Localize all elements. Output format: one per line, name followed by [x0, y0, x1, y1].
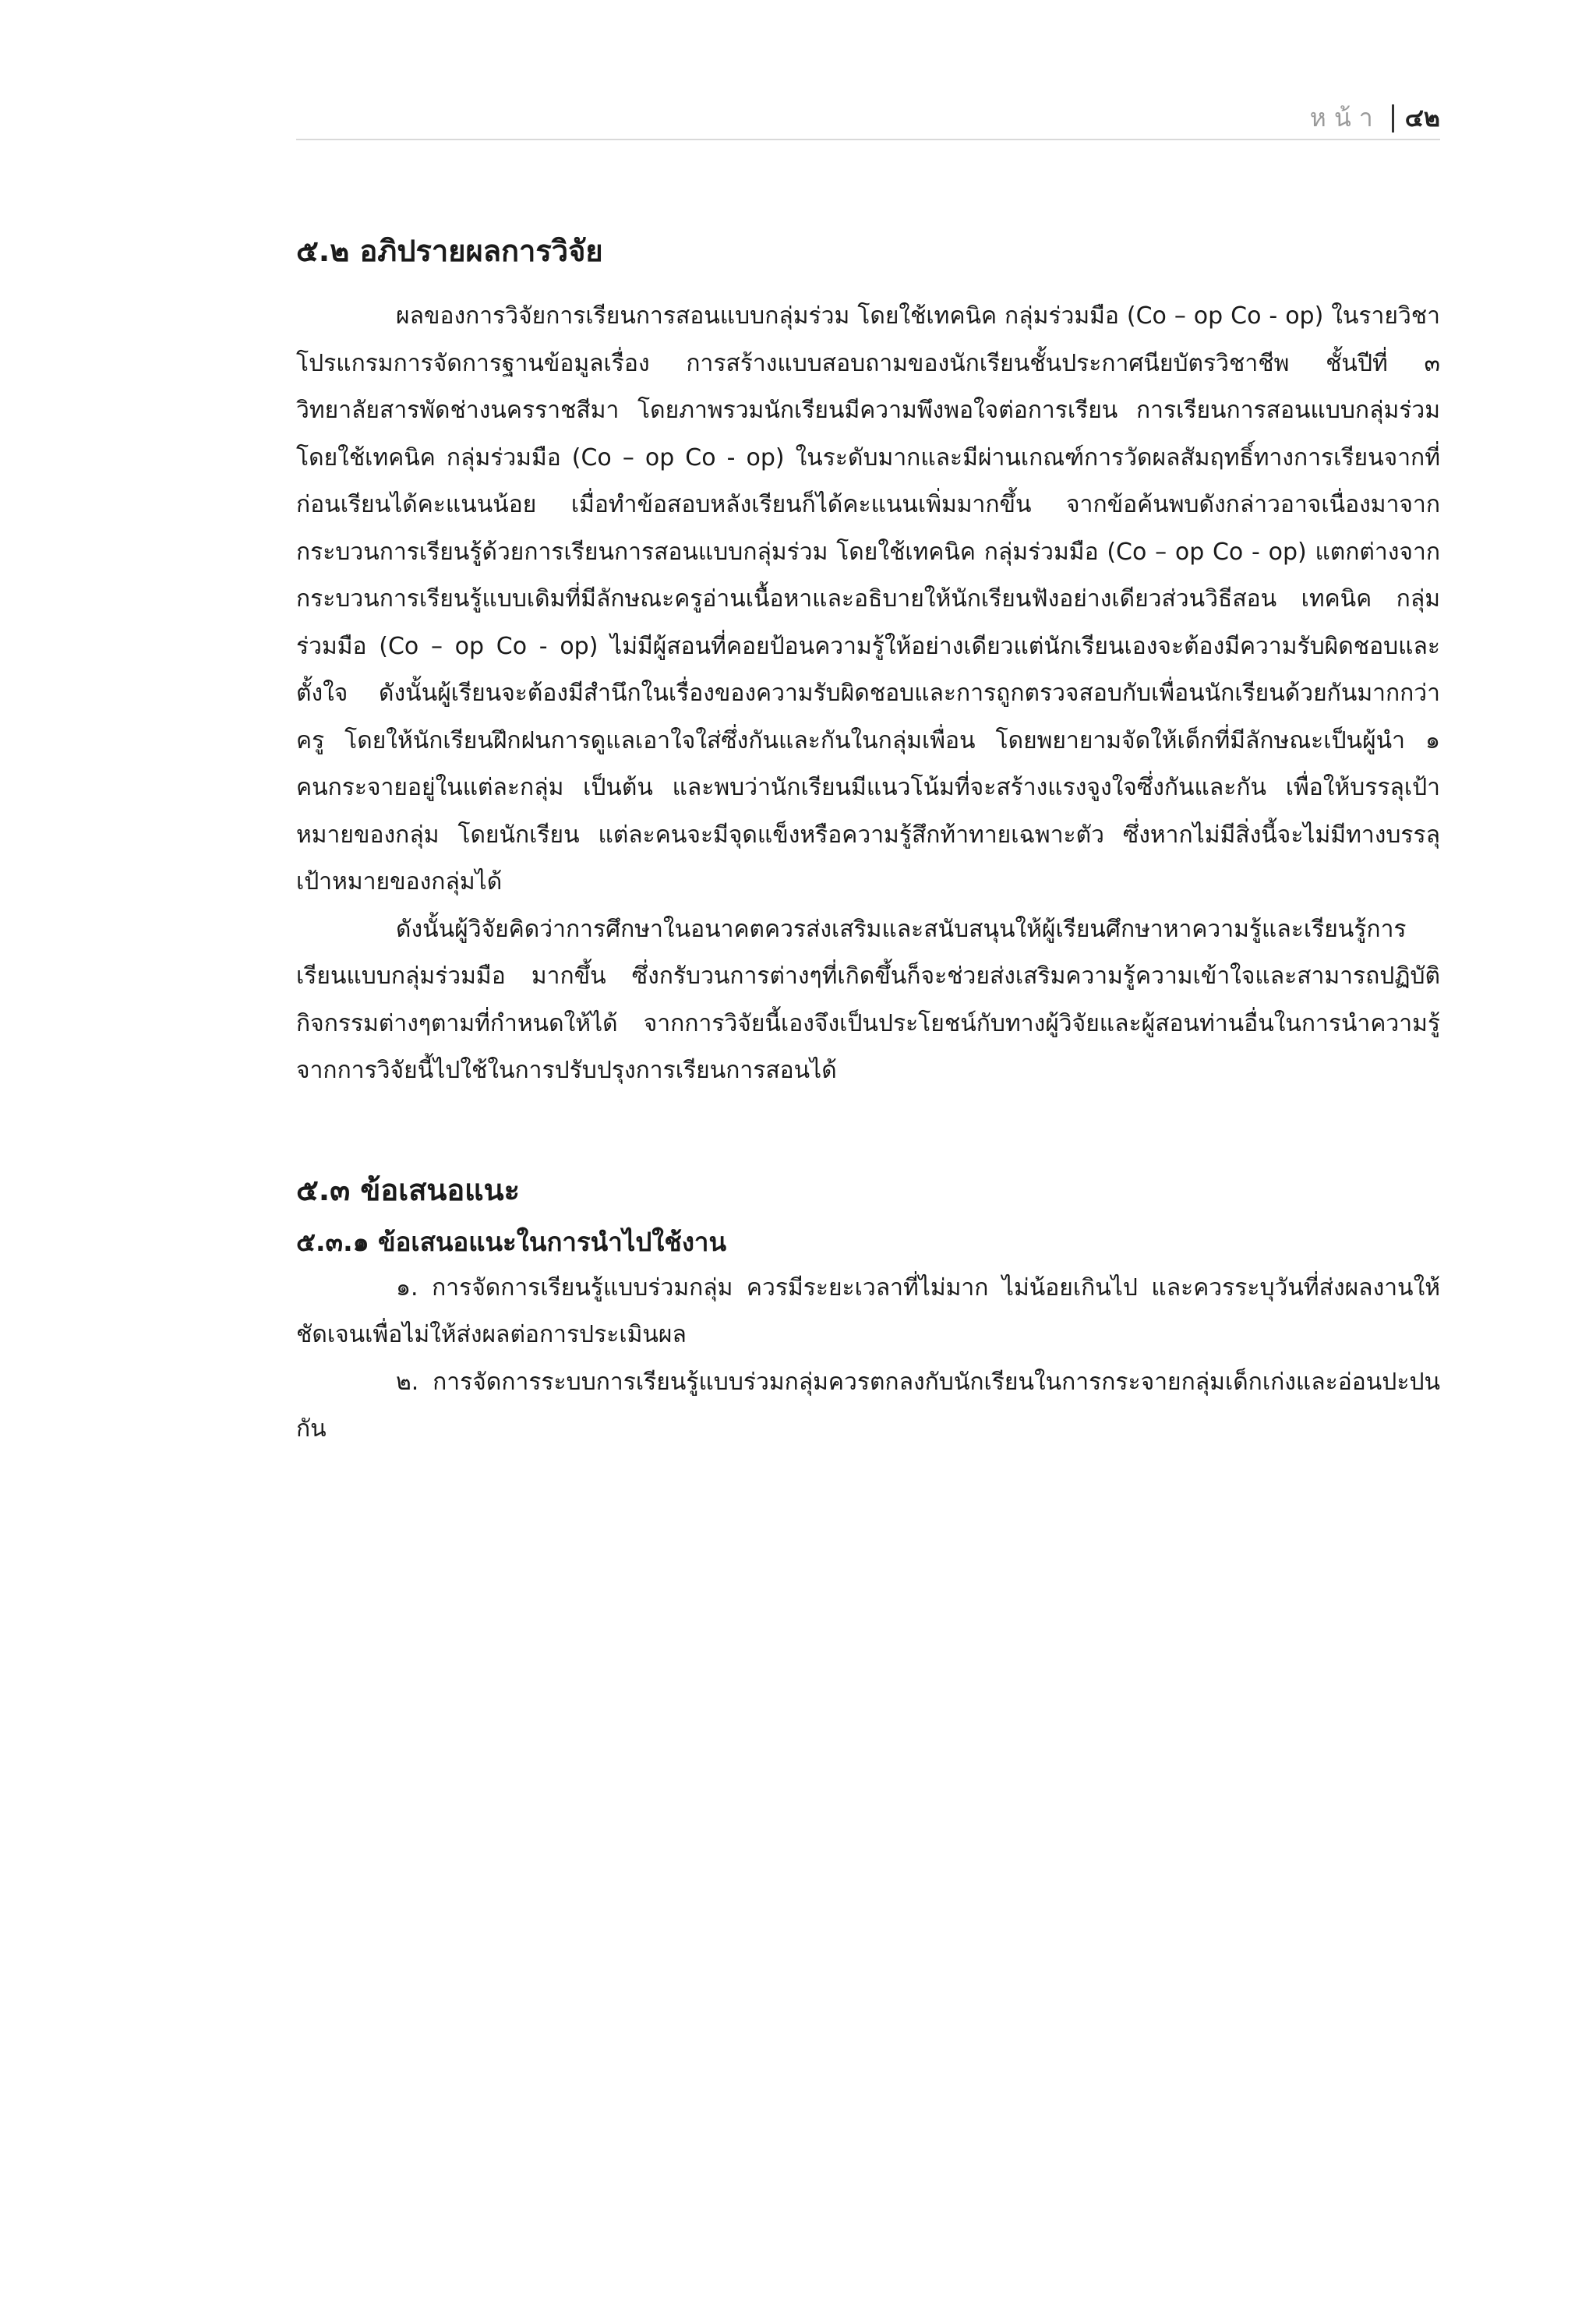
discussion-paragraph-1: ผลของการวิจัยการเรียนการสอนแบบกลุ่มร่วม โดยใช้เทคนิค กลุ่มร่วมมือ (Co – op Co - op) ในรายวิชา โปรแกรมการจัดการฐานข้อมูลเรื่อง การสร้างแบบสอบถามของนักเรียนชั้นประกาศนียบัตรวิชาชีพ ชั้นปีที่ ๓ วิทยาลัยสารพัดช่างนครราชสีมา โดยภาพรวมนักเรียนมีความพึงพอใจต่อการเรียน การเรียนการสอนแบบกลุ่มร่วม โดยใช้เทคนิค กลุ่มร่วมมือ (Co – op Co - op) ในระดับมากและมีผ่านเกณฑ์การวัดผลสัมฤทธิ์ทางการเรียนจากที่ก่อนเรียนได้คะแนนน้อย เมื่อทำข้อสอบหลังเรียนก็ได้คะแนนเพิ่มมากขึ้น จากข้อค้นพบดังกล่าวอาจเนื่องมาจากกระบวนการเรียนรู้ด้วยการเรียนการสอนแบบกลุ่มร่วม โดยใช้เทคนิค กลุ่มร่วมมือ (Co – op Co - op) แตกต่างจากกระบวนการเรียนรู้แบบเดิมที่มีลักษณะครูอ่านเนื้อหาและอธิบายให้นักเรียนฟังอย่างเดียวส่วนวิธีสอน เทคนิค กลุ่มร่วมมือ (Co – op Co - op) ไม่มีผู้สอนที่คอยป้อนความรู้ให้อย่างเดียวแต่นักเรียนเองจะต้องมีความรับผิดชอบและตั้งใจ ดังนั้นผู้เรียนจะต้องมีสำนึกในเรื่องของความรับผิดชอบและการถูกตรวจสอบกับเพื่อนนักเรียนด้วยกันมากกว่าครู โดยให้นักเรียนฝึกฝนการดูแลเอาใจใส่ซึ่งกันและกันในกลุ่มเพื่อน โดยพยายามจัดให้เด็กที่มีลักษณะเป็นผู้นำ ๑ คนกระจายอยู่ในแต่ละกลุ่ม เป็นต้น และพบว่านักเรียนมีแนวโน้มที่จะสร้างแรงจูงใจซึ่งกันและกัน เพื่อให้บรรลุเป้าหมายของกลุ่ม โดยนักเรียน แต่ละคนจะมีจุดแข็งหรือความรู้สึกท้าทายเฉพาะตัว ซึ่งหากไม่มีสิ่งนี้จะไม่มีทางบรรลุเป้าหมายของกลุ่มได้: [296, 302, 1440, 895]
page-indicator: [1310, 98, 1440, 138]
section-heading-5-3: ๕.๓ ข้อเสนอแนะ: [296, 1172, 521, 1207]
subsection-heading-5-3-1: ๕.๓.๑ ข้อเสนอแนะในการนำไปใช้งาน: [296, 1226, 727, 1257]
document-body: [296, 228, 1440, 1453]
header-divider: [1392, 104, 1394, 132]
page-header: [296, 92, 1440, 140]
section-spacer: [296, 1095, 1440, 1167]
page-label: หน้า: [1309, 103, 1381, 132]
recommendation-item-1: ๑. การจัดการเรียนรู้แบบร่วมกลุ่ม ควรมีระยะเวลาที่ไม่มาก ไม่น้อยเกินไป และควรระบุวันที่ส่งผลงานให้ชัดเจนเพื่อไม่ให้ส่งผลต่อการประเมินผล: [296, 1273, 1440, 1348]
page-number: ๔๒: [1404, 103, 1440, 132]
recommendation-item-2: ๒. การจัดการระบบการเรียนรู้แบบร่วมกลุ่มควรตกลงกับนักเรียนในการกระจายกลุ่มเด็กเก่งและอ่อนปะปนกัน: [296, 1368, 1440, 1443]
section-heading-5-2: ๕.๒ อภิปรายผลการวิจัย: [296, 234, 603, 268]
discussion-paragraph-2: ดังนั้นผู้วิจัยคิดว่าการศึกษาในอนาคตควรส่งเสริมและสนับสนุนให้ผู้เรียนศึกษาหาความรู้และเรียนรู้การเรียนแบบกลุ่มร่วมมือ มากขึ้น ซึ่งกรับวนการต่างๆที่เกิดขึ้นก็จะช่วยส่งเสริมความรู้ความเข้าใจและสามารถปฏิบัติกิจกรรมต่างๆตามที่กำหนดให้ได้ จากการวิจัยนี้เองจึงเป็นประโยชน์กับทางผู้วิจัยและผู้สอนท่านอื่นในการนำความรู้จากการวิจัยนี้ไปใช้ในการปรับปรุงการเรียนการสอนได้: [296, 915, 1440, 1084]
